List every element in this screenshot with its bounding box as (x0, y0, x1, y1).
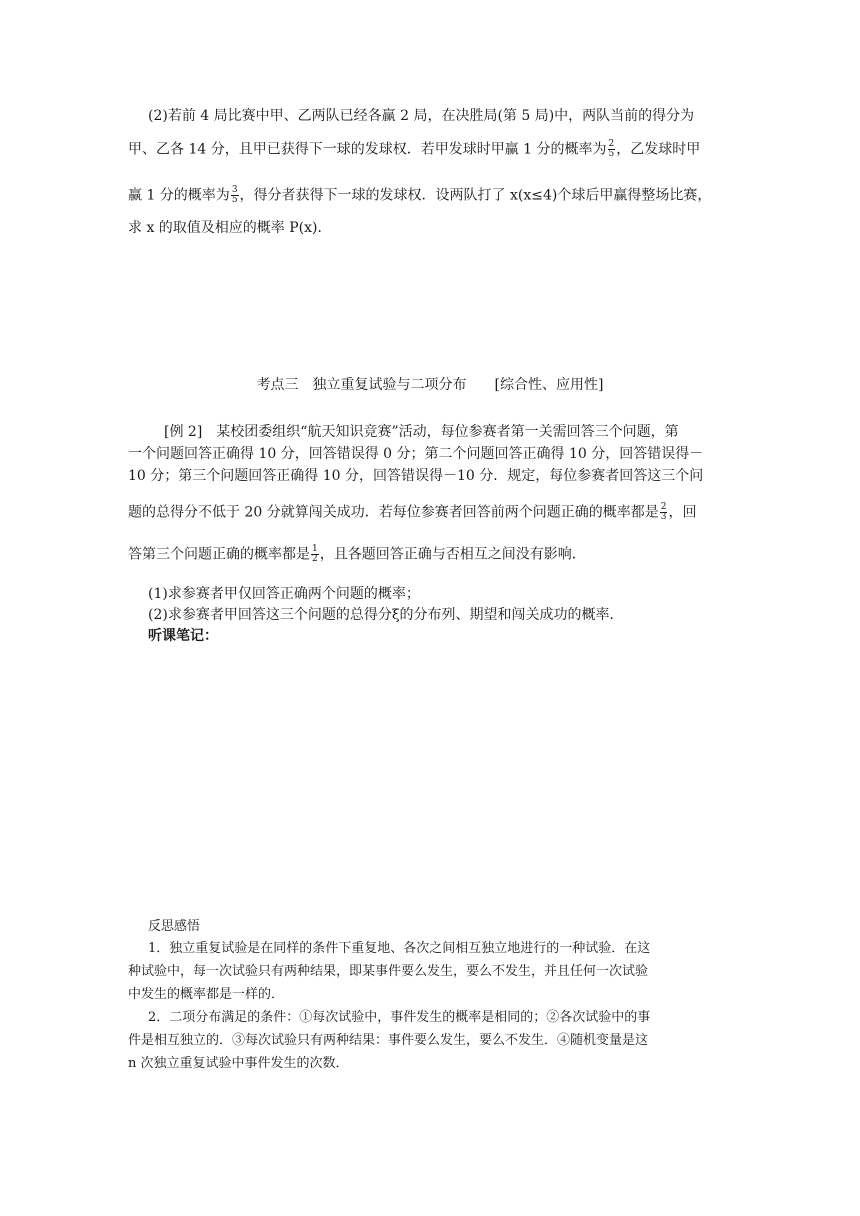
example-2-line-2: 一个问题回答正确得 10 分，回答错误得 0 分；第二个问题回答正确得 10 分，回答错误得－ (128, 446, 704, 462)
fraction-denominator: 2 (312, 554, 318, 564)
lecture-notes-label: 听课笔记： (148, 628, 218, 644)
fraction-3-5 (231, 186, 239, 205)
example-2-question-2: (2)求参赛者甲回答这三个问题的总得分ξ的分布列、期望和闯关成功的概率． (148, 607, 624, 623)
q2-line-3-text-a: 赢 1 分的概率为 (128, 187, 230, 204)
q2-line-2 (128, 140, 700, 159)
example-2-line-1: [例 2] 某校团委组织“航天知识竞赛”活动，每位参赛者第一关需回答三个问题，第 (164, 424, 679, 440)
fraction-numerator: 2 (660, 502, 667, 512)
reflection-p2-line-2: 件是相互独立的．③每次试验只有两种结果：事件要么发生，要么不发生．④随机变量是这 (128, 1033, 649, 1048)
example-2-line-5 (128, 545, 586, 564)
reflection-p1-line-1: 1．独立重复试验是在同样的条件下重复地、各次之间相互独立地进行的一种试验．在这 (148, 941, 651, 956)
section-title-text: 考点三 独立重复试验与二项分布 (256, 377, 467, 393)
q2-line-4: 求 x 的取值及相应的概率 P(x)． (128, 220, 332, 236)
fraction-denominator: 5 (231, 195, 238, 205)
section-tag: [综合性、应用性] (494, 377, 604, 393)
example-2-line-4-text-a: 题的总得分不低于 20 分就算闯关成功．若每位参赛者回答前两个问题正确的概率都是 (128, 504, 659, 521)
fraction-numerator: 1 (312, 544, 318, 554)
q2-line-3-text-b: ，得分者获得下一球的发球权．设两队打了 x(x≤4)个球后甲赢得整场比赛， (239, 187, 712, 204)
reflection-heading: 反思感悟 (148, 919, 201, 934)
q2-line-2-text-a: 甲、乙各 14 分，且甲已获得下一球的发球权．若甲发球时甲赢 1 分的概率为 (128, 141, 607, 158)
fraction-1-2 (311, 545, 319, 564)
example-2-line-5-text-a: 答第三个问题正确的概率都是 (128, 546, 310, 563)
reflection-p2-line-3: n 次独立重复试验中事件发生的次数． (128, 1056, 349, 1071)
reflection-p2-line-1: 2．二项分布满足的条件：①每次试验中，事件发生的概率是相同的；②各次试验中的事 (148, 1010, 651, 1025)
q2-line-3 (128, 186, 711, 205)
example-2-question-1: (1)求参赛者甲仅回答正确两个问题的概率； (148, 586, 420, 602)
fraction-denominator: 5 (608, 149, 615, 159)
fraction-numerator: 3 (231, 185, 238, 195)
example-2-line-3: 10 分；第三个问题回答正确得 10 分，回答错误得－10 分．规定，每位参赛者回答这三个问 (128, 468, 704, 484)
fraction-2-3 (660, 503, 668, 522)
reflection-p1-line-2: 种试验中，每一次试验只有两种结果，即某事件要么发生，要么不发生，并且任何一次试验 (128, 964, 649, 979)
q2-line-1: (2)若前 4 局比赛中甲、乙两队已经各赢 2 局，在决胜局(第 5 局)中，两队当前的得分为 (148, 108, 695, 124)
section-title (0, 374, 860, 394)
example-2-line-5-text-b: ，且各题回答正确与否相互之间没有影响． (319, 546, 586, 563)
fraction-numerator: 2 (608, 139, 615, 149)
q2-line-2-text-b: ，乙发球时甲 (616, 141, 701, 158)
fraction-denominator: 3 (660, 512, 667, 522)
reflection-p1-line-3: 中发生的概率都是一样的． (128, 987, 285, 1002)
example-2-line-4-text-b: ，回 (668, 504, 697, 521)
example-2-line-4 (128, 503, 696, 522)
fraction-2-5 (608, 140, 616, 159)
